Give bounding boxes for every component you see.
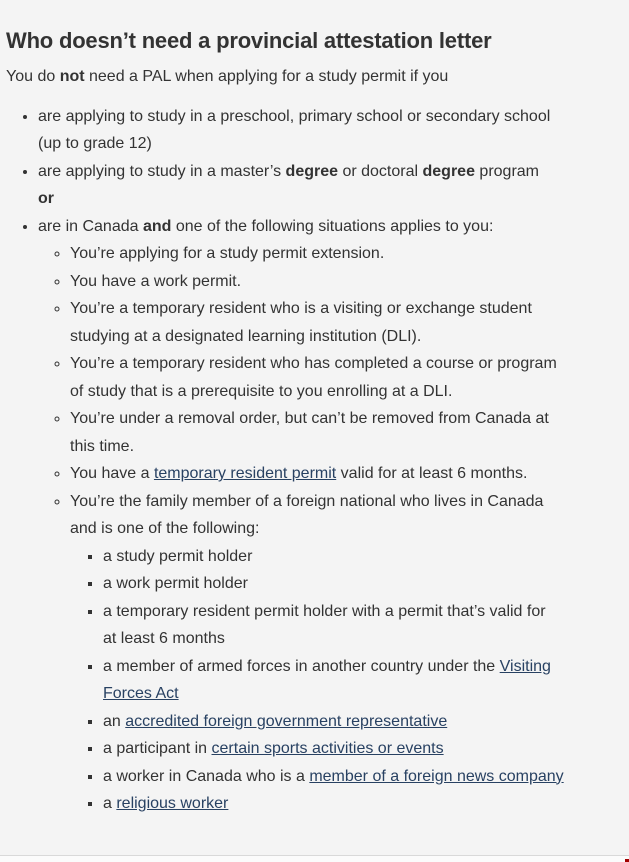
page-title: Who doesn’t need a provincial attestation letter	[6, 28, 492, 53]
list-item-text	[103, 768, 564, 785]
list-item-text: are applying to study in a master’s	[38, 162, 286, 180]
link-temporary-resident-permit[interactable]: temporary resident permit	[153, 465, 337, 482]
list-item	[70, 268, 625, 296]
list-item	[103, 543, 625, 571]
list-item-text: at least 6 months	[103, 630, 225, 647]
intro-text: You do	[6, 68, 60, 85]
list-item-text: of study that is a prerequisite to you enrolling at a DLI.	[70, 382, 453, 400]
list-item-text	[38, 218, 493, 235]
list-item	[38, 103, 625, 158]
list-item	[103, 763, 625, 791]
list-item	[103, 790, 625, 818]
list-item	[103, 598, 625, 653]
list-item-text: a worker in Canada who is a	[103, 767, 310, 785]
list-item-text: are applying to study in a preschool, primary school or secondary school	[38, 107, 551, 125]
list-item-text	[103, 658, 551, 675]
list-item	[70, 240, 625, 268]
bold-text: degree	[422, 162, 475, 180]
link-certain-sports-activities-or-events[interactable]: certain sports activities or events	[211, 740, 444, 757]
list-item-text: You’re under a removal order, but can’t be removed from Canada at	[70, 410, 549, 427]
situation-list	[38, 240, 625, 818]
list-item-text: You have a	[70, 465, 154, 482]
link-visiting-forces-act[interactable]: Forces Act	[103, 685, 179, 702]
list-item	[38, 213, 625, 818]
list-item-text	[38, 163, 539, 180]
bottom-divider	[0, 855, 629, 862]
intro-text: need a PAL when applying for a study permit if you	[84, 68, 449, 85]
list-item-text: this time.	[70, 437, 135, 455]
list-item	[70, 405, 625, 460]
list-item	[103, 708, 625, 736]
list-item-text: a participant in	[103, 740, 212, 757]
list-item-text: You have a work permit.	[70, 272, 242, 290]
list-item	[70, 460, 625, 488]
list-item-text: You’re a temporary resident who is a visiting or exchange student	[70, 300, 532, 317]
bold-text: or	[38, 190, 54, 207]
list-item-text	[103, 713, 447, 730]
bold-text: and	[142, 217, 172, 235]
list-item	[103, 653, 625, 708]
intro-paragraph	[6, 63, 625, 91]
list-item-text: You’re a temporary resident who has completed a course or program	[70, 355, 557, 372]
list-item-text: a member of armed forces in another country under the	[103, 657, 500, 675]
list-item-text: (up to grade 12)	[38, 135, 152, 152]
list-item-text: You’re the family member of a foreign national who lives in Canada	[70, 492, 544, 510]
list-item	[103, 570, 625, 598]
list-item	[70, 350, 625, 405]
list-item	[70, 295, 625, 350]
list-item-text: are in Canada	[38, 217, 143, 235]
list-item-text: program	[474, 162, 539, 180]
list-item-text: studying at a designated learning institution (DLI).	[70, 327, 422, 345]
list-item	[103, 735, 625, 763]
list-item-text: a	[103, 795, 117, 812]
bold-text: degree	[285, 162, 339, 180]
list-item-text	[103, 795, 228, 812]
list-item-text: one of the following situations applies to you:	[171, 217, 494, 235]
pal-exemption-list	[6, 103, 625, 818]
list-item-text: a temporary resident permit holder with a permit that’s valid for	[103, 602, 546, 620]
list-item-text: a study permit holder	[103, 547, 253, 565]
list-item-text: a work permit holder	[103, 575, 248, 592]
list-item	[38, 158, 625, 213]
list-item-text: an	[103, 712, 126, 730]
family-member-list	[70, 543, 625, 818]
link-visiting-forces-act[interactable]: Visiting	[499, 657, 551, 675]
list-item-text: You’re applying for a study permit extension.	[70, 245, 385, 262]
content-area	[0, 26, 629, 818]
list-item-text	[70, 465, 527, 482]
intro-bold-text: not	[59, 68, 85, 85]
list-item	[70, 488, 625, 818]
list-item-text	[103, 740, 444, 757]
link-religious-worker[interactable]: religious worker	[116, 795, 229, 812]
list-item-text: valid for at least 6 months.	[336, 465, 528, 482]
link-accredited-foreign-government-representative[interactable]: accredited foreign government representative	[125, 712, 448, 730]
list-item-text: and is one of the following:	[70, 520, 260, 537]
link-member-of-foreign-news-company[interactable]: member of a foreign news company	[309, 767, 564, 785]
list-item-text: or doctoral	[338, 162, 423, 180]
